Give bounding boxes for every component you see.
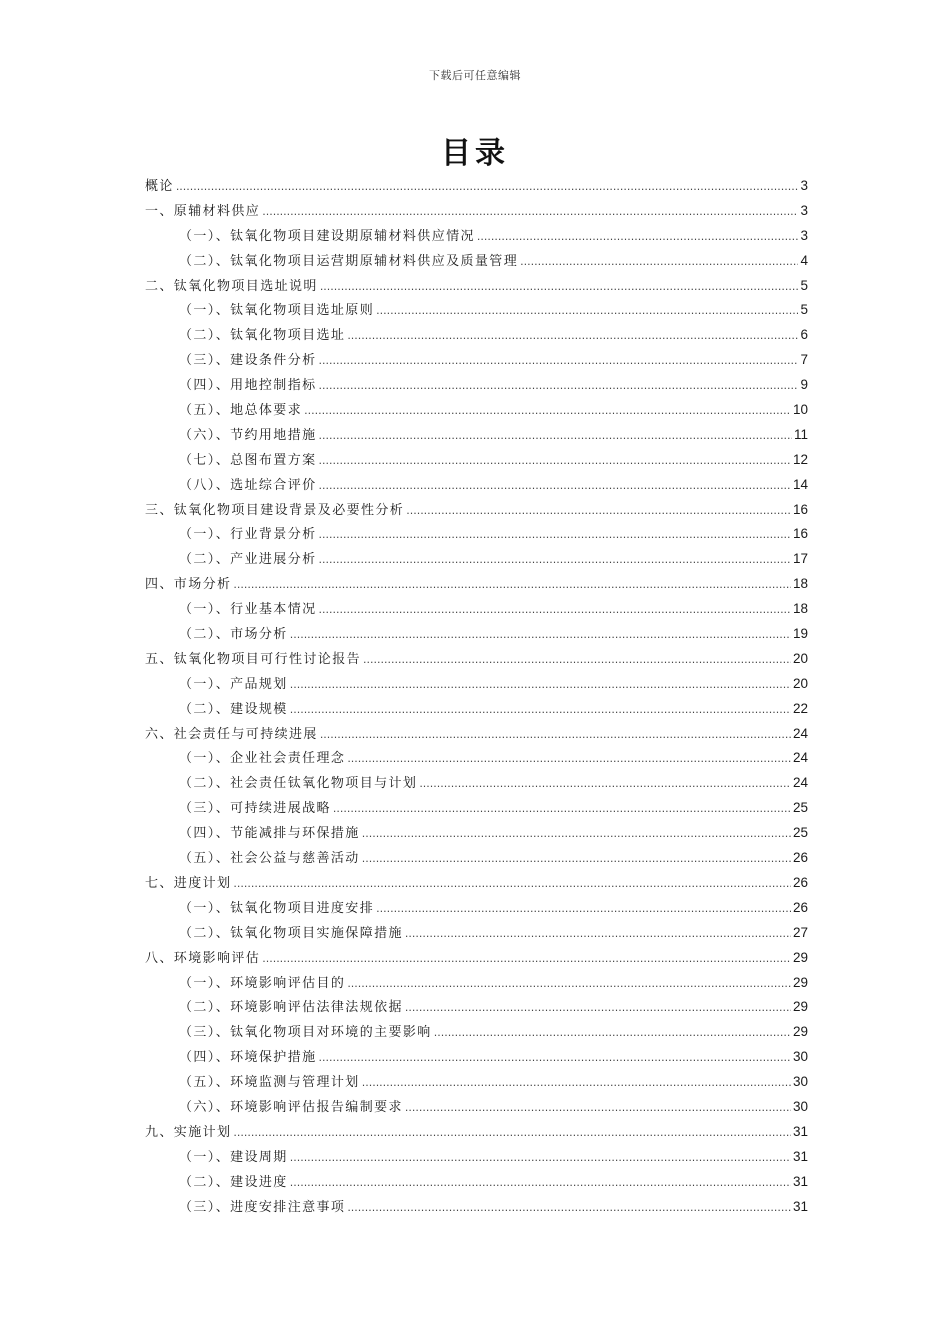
toc-entry-page-number: 24 — [792, 775, 808, 791]
toc-entry[interactable] — [145, 275, 808, 300]
toc-dot-leader — [319, 1050, 791, 1065]
toc-entry-label: （二）、环境影响评估法律法规依据 — [179, 1000, 403, 1016]
toc-dot-leader — [376, 901, 791, 916]
toc-entry-label: （三）、建设条件分析 — [179, 353, 317, 369]
toc-entry[interactable] — [145, 499, 808, 524]
toc-entry[interactable] — [145, 225, 808, 250]
toc-entry[interactable] — [145, 996, 808, 1021]
toc-entry[interactable] — [145, 797, 808, 822]
toc-entry[interactable] — [145, 1171, 808, 1196]
header-note: 下载后可任意编辑 — [429, 69, 521, 82]
toc-entry-label: （二）、建设进度 — [179, 1174, 288, 1190]
toc-entry-page-number: 18 — [792, 601, 808, 617]
toc-entry[interactable] — [145, 1096, 808, 1121]
toc-dot-leader — [290, 1150, 791, 1165]
toc-dot-leader — [406, 503, 791, 518]
toc-entry-page-number: 27 — [792, 924, 808, 940]
toc-entry-page-number: 5 — [800, 302, 808, 318]
toc-dot-leader — [347, 976, 791, 991]
toc-entry-page-number: 4 — [800, 252, 808, 268]
toc-entry[interactable] — [145, 772, 808, 797]
toc-entry-label: 一、原辅材料供应 — [145, 203, 261, 219]
toc-entry-label: （二）、社会责任钛氧化物项目与计划 — [179, 776, 418, 792]
toc-entry-page-number: 29 — [792, 974, 808, 990]
toc-dot-leader — [319, 428, 792, 443]
toc-entry-label: 二、钛氧化物项目选址说明 — [145, 278, 318, 294]
toc-dot-leader — [262, 204, 798, 219]
toc-entry-page-number: 26 — [792, 874, 808, 890]
toc-entry-page-number: 18 — [792, 576, 808, 592]
toc-entry[interactable] — [145, 200, 808, 225]
toc-entry-label: 概论 — [145, 179, 174, 194]
toc-dot-leader — [319, 378, 799, 393]
toc-entry-label: （一）、企业社会责任理念 — [179, 751, 346, 767]
toc-dot-leader — [405, 1100, 791, 1115]
toc-entry[interactable] — [145, 822, 808, 847]
toc-entry[interactable] — [145, 1071, 808, 1096]
toc-entry[interactable] — [145, 598, 808, 623]
toc-dot-leader — [290, 677, 791, 692]
toc-entry-label: 八、环境影响评估 — [145, 950, 261, 966]
toc-dot-leader — [333, 801, 791, 816]
toc-dot-leader — [319, 552, 791, 567]
toc-entry-label: （二）、钛氧化物项目选址 — [179, 328, 346, 344]
toc-dot-leader — [419, 776, 791, 791]
toc-entry-label: （一）、钛氧化物项目进度安排 — [179, 900, 375, 916]
toc-entry[interactable] — [145, 698, 808, 723]
toc-dot-leader — [434, 1025, 791, 1040]
toc-entry-label: 五、钛氧化物项目可行性讨论报告 — [145, 651, 362, 667]
toc-entry-label: （一）、行业背景分析 — [179, 527, 317, 543]
toc-dot-leader — [320, 727, 791, 742]
toc-entry[interactable] — [145, 723, 808, 748]
toc-dot-leader — [405, 926, 791, 941]
toc-entry-label: （一）、环境影响评估目的 — [179, 975, 346, 991]
toc-entry-page-number: 12 — [792, 451, 808, 467]
toc-dot-leader — [347, 751, 791, 766]
toc-entry-page-number: 29 — [792, 1024, 808, 1040]
toc-entry-page-number: 3 — [800, 178, 808, 193]
toc-entry[interactable] — [145, 648, 808, 673]
toc-entry[interactable] — [145, 1046, 808, 1071]
toc-dot-leader — [262, 951, 791, 966]
toc-entry-label: （三）、进度安排注意事项 — [179, 1199, 346, 1215]
toc-entry-label: （三）、可持续进展战略 — [179, 801, 331, 817]
toc-entry-label: （四）、环境保护措施 — [179, 1050, 317, 1066]
toc-entry[interactable] — [145, 972, 808, 997]
toc-dot-leader — [363, 652, 791, 667]
toc-dot-leader — [347, 1200, 791, 1215]
toc-entry-label: （二）、钛氧化物项目实施保障措施 — [179, 925, 403, 941]
toc-dot-leader — [362, 851, 791, 866]
toc-entry-label: 七、进度计划 — [145, 875, 232, 891]
toc-entry-page-number: 14 — [792, 476, 808, 492]
toc-entry[interactable] — [145, 299, 808, 324]
toc-entry[interactable] — [145, 747, 808, 772]
toc-dot-leader — [319, 602, 791, 617]
toc-entry[interactable] — [145, 922, 808, 947]
toc-dot-leader — [319, 478, 791, 493]
toc-entry-page-number: 30 — [792, 1049, 808, 1065]
table-of-contents — [145, 175, 808, 1220]
toc-dot-leader — [290, 1175, 791, 1190]
toc-entry[interactable] — [145, 673, 808, 698]
toc-entry-page-number: 7 — [800, 352, 808, 368]
toc-entry-label: （四）、节能减排与环保措施 — [179, 826, 360, 842]
toc-entry-label: （一）、行业基本情况 — [179, 602, 317, 618]
toc-entry-page-number: 5 — [800, 277, 808, 293]
toc-entry[interactable] — [145, 374, 808, 399]
toc-entry-label: （六）、节约用地措施 — [179, 427, 317, 443]
toc-entry-page-number: 19 — [792, 626, 808, 642]
toc-entry[interactable] — [145, 1196, 808, 1221]
toc-entry-page-number: 25 — [792, 825, 808, 841]
toc-entry[interactable] — [145, 1146, 808, 1171]
toc-dot-leader — [477, 229, 799, 244]
toc-entry-label: （二）、市场分析 — [179, 627, 288, 643]
toc-entry-page-number: 16 — [792, 526, 808, 542]
toc-entry-label: （七）、总图布置方案 — [179, 452, 317, 468]
toc-entry[interactable] — [145, 1121, 808, 1146]
toc-entry-label: （八）、选址综合评价 — [179, 477, 317, 493]
toc-dot-leader — [405, 1000, 791, 1015]
toc-dot-leader — [176, 179, 799, 194]
toc-entry[interactable] — [145, 349, 808, 374]
toc-entry-label: （三）、钛氧化物项目对环境的主要影响 — [179, 1025, 432, 1041]
toc-dot-leader — [320, 279, 799, 294]
toc-entry[interactable] — [145, 548, 808, 573]
toc-entry[interactable] — [145, 424, 808, 449]
toc-entry-page-number: 26 — [792, 850, 808, 866]
toc-entry[interactable] — [145, 947, 808, 972]
toc-entry[interactable] — [145, 573, 808, 598]
toc-entry-page-number: 29 — [792, 949, 808, 965]
toc-dot-leader — [304, 403, 791, 418]
toc-entry-label: （二）、钛氧化物项目运营期原辅材料供应及质量管理 — [179, 253, 519, 269]
toc-entry-page-number: 17 — [792, 551, 808, 567]
toc-entry-page-number: 20 — [792, 650, 808, 666]
toc-entry[interactable] — [145, 523, 808, 548]
toc-entry-page-number: 30 — [792, 1098, 808, 1114]
toc-entry-label: 九、实施计划 — [145, 1124, 232, 1140]
toc-entry-page-number: 6 — [800, 327, 808, 343]
toc-entry-label: （一）、建设周期 — [179, 1149, 288, 1165]
toc-entry-page-number: 3 — [800, 227, 808, 243]
toc-entry-label: （二）、产业进展分析 — [179, 552, 317, 568]
toc-dot-leader — [290, 702, 791, 717]
toc-entry[interactable] — [145, 623, 808, 648]
toc-entry[interactable] — [145, 175, 808, 200]
toc-entry-label: （一）、钛氧化物项目建设期原辅材料供应情况 — [179, 228, 475, 244]
toc-entry[interactable] — [145, 1021, 808, 1046]
toc-entry-page-number: 24 — [792, 725, 808, 741]
toc-entry-page-number: 9 — [800, 377, 808, 393]
toc-dot-leader — [347, 328, 798, 343]
toc-entry-label: （一）、钛氧化物项目选址原则 — [179, 303, 375, 319]
toc-entry-label: 三、钛氧化物项目建设背景及必要性分析 — [145, 502, 405, 518]
toc-dot-leader — [233, 577, 791, 592]
toc-entry[interactable] — [145, 324, 808, 349]
toc-entry-label: 六、社会责任与可持续进展 — [145, 726, 318, 742]
toc-entry[interactable] — [145, 847, 808, 872]
toc-dot-leader — [233, 1125, 791, 1140]
toc-entry[interactable] — [145, 474, 808, 499]
toc-dot-leader — [319, 453, 791, 468]
toc-entry-page-number: 16 — [792, 501, 808, 517]
toc-dot-leader — [319, 353, 799, 368]
toc-entry-label: 四、市场分析 — [145, 577, 232, 593]
toc-dot-leader — [362, 1075, 791, 1090]
toc-entry[interactable] — [145, 250, 808, 275]
toc-entry[interactable] — [145, 449, 808, 474]
toc-dot-leader — [520, 254, 798, 269]
toc-entry[interactable] — [145, 872, 808, 897]
toc-entry-page-number: 24 — [792, 750, 808, 766]
toc-entry-label: （五）、社会公益与慈善活动 — [179, 851, 360, 867]
toc-entry-label: （一）、产品规划 — [179, 676, 288, 692]
toc-entry-page-number: 22 — [792, 700, 808, 716]
toc-entry-label: （四）、用地控制指标 — [179, 378, 317, 394]
toc-entry-label: （二）、建设规模 — [179, 701, 288, 717]
toc-entry-page-number: 29 — [792, 999, 808, 1015]
toc-entry-page-number: 11 — [793, 426, 808, 442]
toc-entry-page-number: 30 — [792, 1074, 808, 1090]
page-title: 目录 — [441, 136, 509, 171]
toc-entry-page-number: 20 — [792, 675, 808, 691]
toc-dot-leader — [362, 826, 791, 841]
toc-entry[interactable] — [145, 897, 808, 922]
toc-entry-page-number: 26 — [792, 899, 808, 915]
toc-entry-page-number: 3 — [800, 202, 808, 218]
toc-entry[interactable] — [145, 399, 808, 424]
toc-entry-label: （六）、环境影响评估报告编制要求 — [179, 1099, 403, 1115]
toc-entry-label: （五）、环境监测与管理计划 — [179, 1075, 360, 1091]
toc-entry-page-number: 31 — [792, 1123, 808, 1139]
toc-entry-page-number: 31 — [792, 1173, 808, 1189]
toc-entry-page-number: 25 — [792, 800, 808, 816]
toc-entry-label: （五）、地总体要求 — [179, 403, 303, 419]
toc-dot-leader — [290, 627, 791, 642]
toc-dot-leader — [319, 527, 791, 542]
toc-dot-leader — [233, 876, 791, 891]
toc-entry-page-number: 31 — [792, 1148, 808, 1164]
toc-entry-page-number: 10 — [792, 402, 808, 418]
toc-entry-page-number: 31 — [792, 1198, 808, 1214]
toc-dot-leader — [376, 303, 798, 318]
